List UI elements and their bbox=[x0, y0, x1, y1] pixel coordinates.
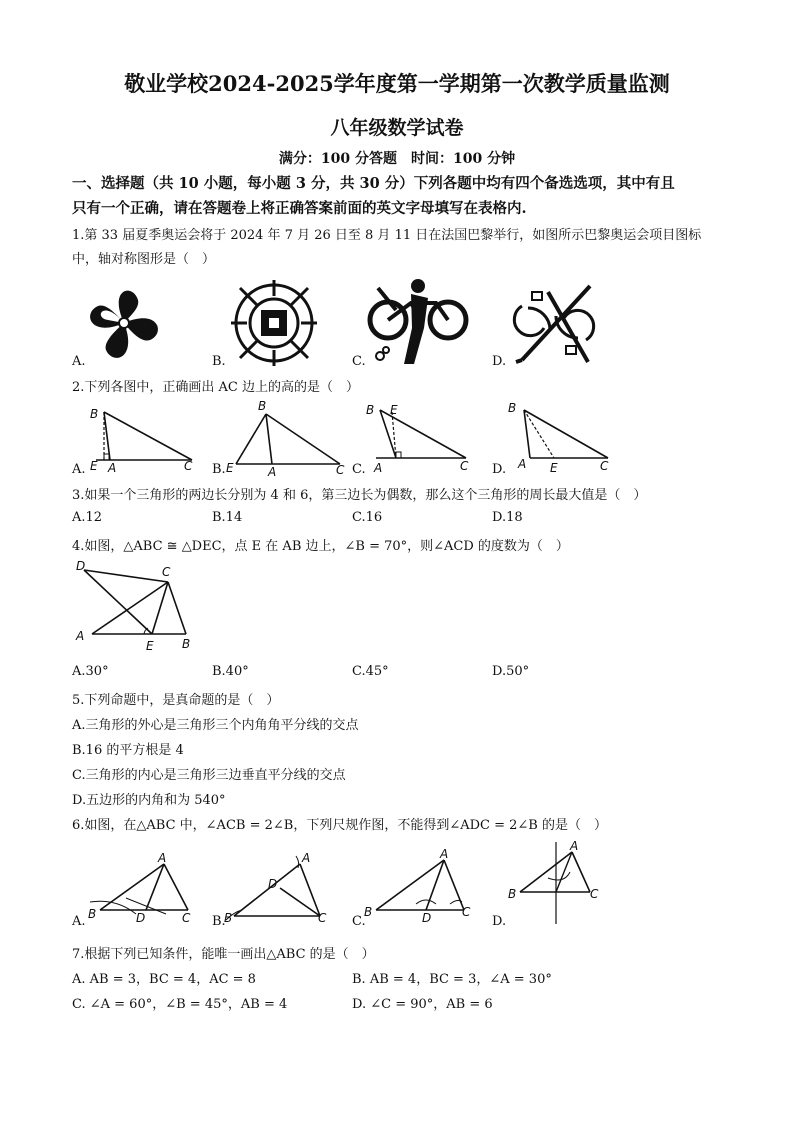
q2a-label-b: B bbox=[90, 407, 99, 421]
q1-icon-c-cyclist-icon bbox=[366, 278, 470, 368]
q2b-label-c: C bbox=[336, 463, 345, 477]
q6-figure-d bbox=[508, 839, 608, 926]
q2-option-d: D. bbox=[492, 462, 507, 477]
q1-stem-line1: 1.第 33 届夏季奥运会将于 2024 年 7 月 26 日至 8 月 11 日在法国巴黎举行，如图所示巴黎奥运会项目图标 bbox=[72, 228, 702, 243]
q1-icon-b-target-icon bbox=[228, 278, 320, 368]
q2-figure-b bbox=[222, 399, 352, 479]
q6-figure-b bbox=[224, 851, 340, 925]
q2c-label-b: B bbox=[366, 403, 375, 417]
q1-option-c: C. bbox=[352, 354, 366, 369]
q6-figure-a bbox=[86, 848, 202, 924]
q3-option-c: C.16 bbox=[352, 510, 383, 525]
q6c-label-a: A bbox=[440, 847, 449, 861]
section-heading-line1: 一、选择题（共 10 小题，每小题 3 分，共 30 分）下列各题中均有四个备选选项，其中有且 bbox=[72, 175, 675, 192]
q6b-label-d: D bbox=[268, 877, 278, 891]
q2d-label-b: B bbox=[508, 401, 517, 415]
q4-stem: 4.如图，△ABC ≅ △DEC，点 E 在 AB 边上，∠B = 70°，则∠ACD 的度数为（ ） bbox=[72, 539, 569, 554]
q7-option-b: B. AB = 4，BC = 3，∠A = 30° bbox=[352, 972, 552, 987]
q6-option-d: D. bbox=[492, 914, 507, 929]
q2d-label-a: A bbox=[518, 457, 527, 471]
q2b-label-a: A bbox=[268, 465, 277, 479]
q2-figure-d bbox=[504, 400, 624, 475]
q4-label-b: B bbox=[182, 637, 191, 651]
q3-stem: 3.如果一个三角形的两边长分别为 4 和 6，第三边长为偶数，那么这个三角形的周长最大值是（ ） bbox=[72, 488, 647, 503]
q5-option-d: D.五边形的内角和为 540° bbox=[72, 793, 226, 808]
exam-info: 满分：100 分答题 时间：100 分钟 bbox=[278, 151, 516, 167]
q6a-label-d: D bbox=[136, 911, 146, 925]
q6-option-a: A. bbox=[72, 914, 86, 929]
q1-stem-line2: 中，轴对称图形是（ ） bbox=[72, 252, 216, 267]
q4-label-d: D bbox=[76, 559, 86, 573]
q6b-label-b: B bbox=[224, 911, 233, 925]
q4-figure bbox=[72, 558, 202, 654]
q6-option-c: C. bbox=[352, 914, 366, 929]
q2c-label-a: A bbox=[374, 461, 383, 475]
q2a-label-e: E bbox=[90, 459, 98, 473]
q2c-label-e: E bbox=[390, 403, 398, 417]
q4-option-c: C.45° bbox=[352, 664, 389, 679]
q7-option-a: A. AB = 3，BC = 4，AC = 8 bbox=[72, 972, 256, 987]
exam-title: 敬业学校2024-2025学年度第一学期第一次教学质量监测 bbox=[124, 71, 670, 96]
q1-option-a: A. bbox=[72, 354, 86, 369]
q2a-label-c: C bbox=[184, 459, 193, 473]
q6a-label-a: A bbox=[158, 851, 167, 865]
q1-icon-d-swords-icon bbox=[508, 278, 600, 368]
q2b-label-b: B bbox=[258, 399, 267, 413]
q3-option-a: A.12 bbox=[72, 510, 103, 525]
q6c-label-c: C bbox=[462, 905, 471, 919]
q6a-label-b: B bbox=[88, 907, 97, 921]
section-heading-line2: 只有一个正确，请在答题卷上将正确答案前面的英文字母填写在表格内. bbox=[72, 200, 527, 217]
q4-option-a: A.30° bbox=[72, 664, 109, 679]
q2-option-a: A. bbox=[72, 462, 86, 477]
q4-label-a: A bbox=[76, 629, 85, 643]
q3-option-b: B.14 bbox=[212, 510, 243, 525]
q6c-label-b: B bbox=[364, 905, 373, 919]
q2c-label-c: C bbox=[460, 459, 469, 473]
q7-option-c: C. ∠A = 60°，∠B = 45°，AB = 4 bbox=[72, 997, 288, 1012]
q6b-label-c: C bbox=[318, 911, 327, 925]
q6-stem: 6.如图，在△ABC 中，∠ACB = 2∠B，下列尺规作图，不能得到∠ADC = 2∠B 的是（ ） bbox=[72, 818, 607, 833]
q5-stem: 5.下列命题中，是真命题的是（ ） bbox=[72, 693, 280, 708]
q2-figure-a bbox=[88, 400, 198, 475]
q1-icon-a-pinwheel-icon bbox=[78, 278, 170, 368]
q6-figure-c bbox=[364, 848, 480, 924]
q2b-label-e: E bbox=[226, 461, 234, 475]
q3-option-d: D.18 bbox=[492, 510, 523, 525]
q6-option-b: B. bbox=[212, 914, 226, 929]
q2-stem: 2.下列各图中，正确画出 AC 边上的高的是（ ） bbox=[72, 380, 360, 395]
q1-option-d: D. bbox=[492, 354, 507, 369]
q7-stem: 7.根据下列已知条件，能唯一画出△ABC 的是（ ） bbox=[72, 947, 375, 962]
q2a-label-a: A bbox=[108, 461, 117, 475]
q5-option-a: A.三角形的外心是三角形三个内角角平分线的交点 bbox=[72, 718, 359, 733]
q1-option-b: B. bbox=[212, 354, 226, 369]
q6d-label-c: C bbox=[590, 887, 599, 901]
q6b-label-a: A bbox=[302, 851, 311, 865]
q4-label-c: C bbox=[162, 565, 171, 579]
q6a-label-c: C bbox=[182, 911, 191, 925]
q6c-label-d: D bbox=[422, 911, 432, 925]
q2-option-b: B. bbox=[212, 462, 226, 477]
q2d-label-e: E bbox=[550, 461, 558, 475]
q6d-label-b: B bbox=[508, 887, 517, 901]
exam-subtitle: 八年级数学试卷 bbox=[330, 117, 464, 139]
q4-label-e: E bbox=[146, 639, 154, 653]
q2-figure-c bbox=[362, 400, 482, 475]
q2d-label-c: C bbox=[600, 459, 609, 473]
q7-option-d: D. ∠C = 90°，AB = 6 bbox=[352, 997, 493, 1012]
q5-option-b: B.16 的平方根是 4 bbox=[72, 743, 184, 758]
q4-option-b: B.40° bbox=[212, 664, 249, 679]
q5-option-c: C.三角形的内心是三角形三边垂直平分线的交点 bbox=[72, 768, 346, 783]
q4-option-d: D.50° bbox=[492, 664, 530, 679]
q6d-label-a: A bbox=[570, 839, 579, 853]
q2-option-c: C. bbox=[352, 462, 366, 477]
